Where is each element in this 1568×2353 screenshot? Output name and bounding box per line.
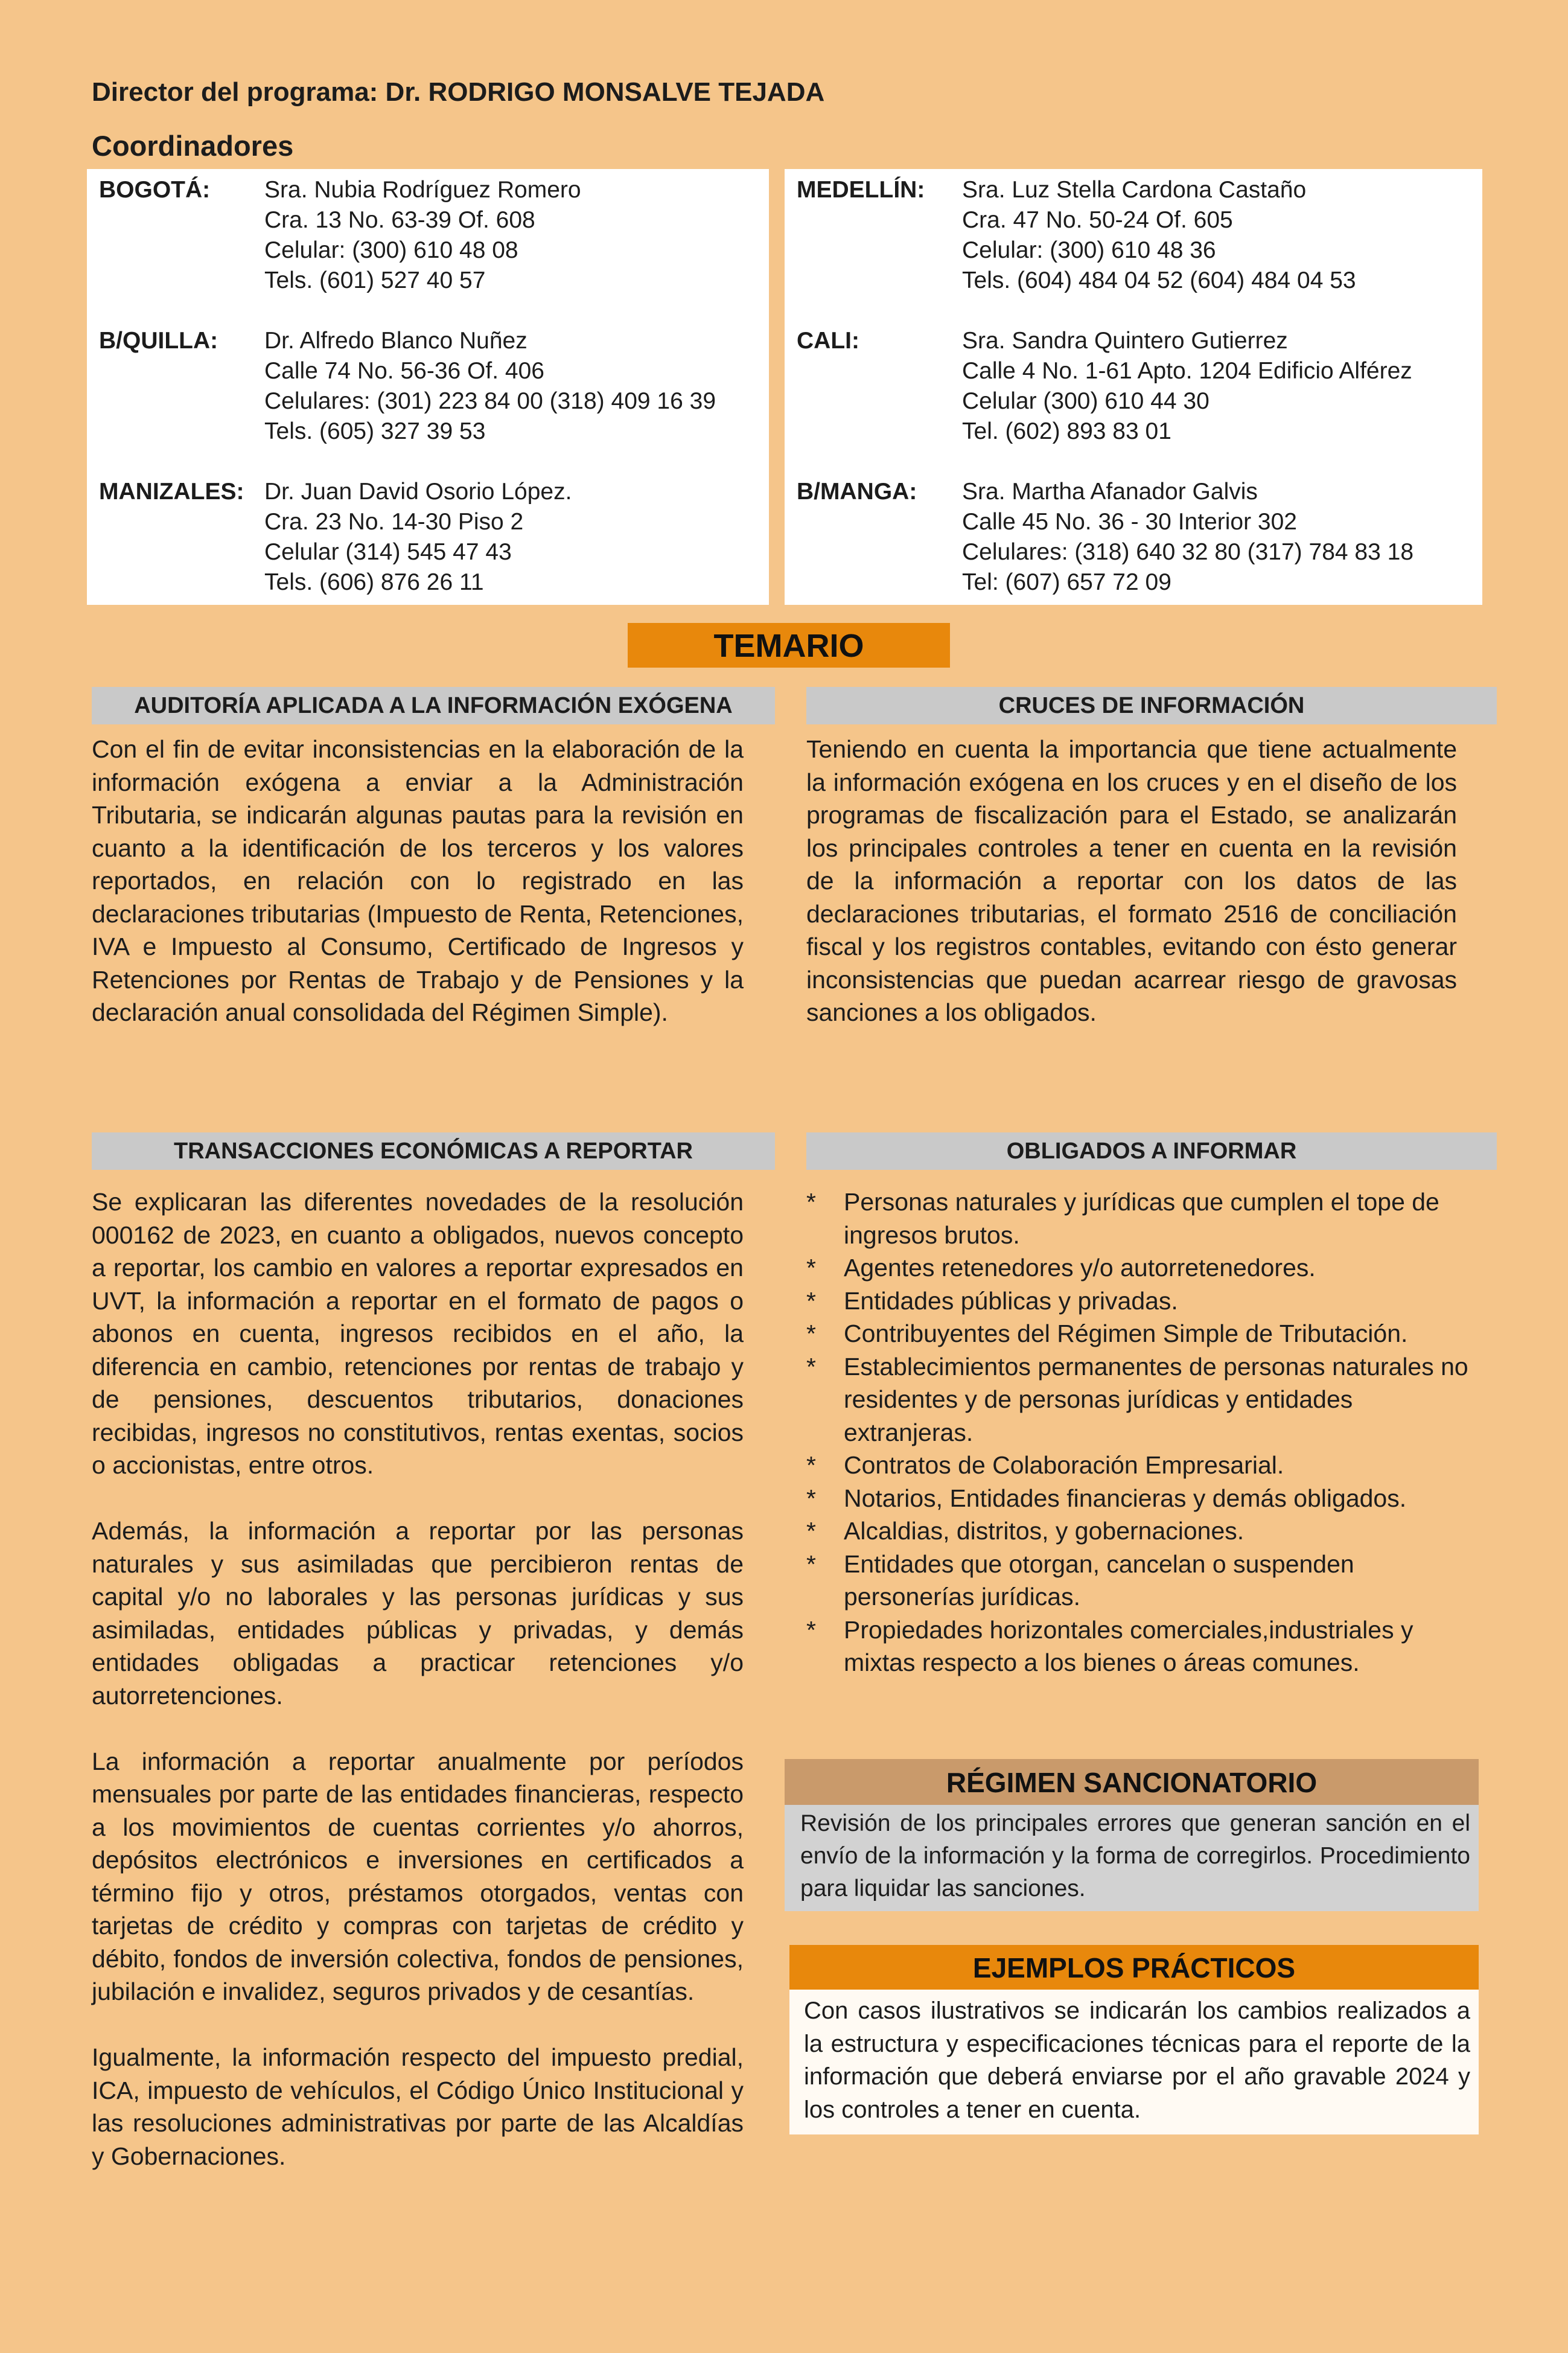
contact-line: Dr. Juan David Osorio López. bbox=[264, 479, 572, 505]
contact-cali bbox=[797, 326, 1470, 447]
cruces-heading: CRUCES DE INFORMACIÓN bbox=[806, 687, 1497, 724]
contact-line: Cra. 13 No. 63-39 Of. 608 bbox=[264, 207, 535, 233]
contact-line: Celular (300) 610 44 30 bbox=[962, 388, 1209, 414]
regimen-text: Revisión de los principales errores que generan sanción en el envío de la información y la forma de corregirlos. Procedimiento para liquidar las sanciones. bbox=[785, 1805, 1479, 1911]
contact-medellin bbox=[797, 175, 1470, 296]
contact-line: Tels. (606) 876 26 11 bbox=[264, 569, 484, 595]
list-item: * Alcaldias, distritos, y gobernaciones. bbox=[806, 1515, 1482, 1548]
contact-line: Sra. Martha Afanador Galvis bbox=[962, 479, 1258, 505]
contact-line: Cra. 47 No. 50-24 Of. 605 bbox=[962, 207, 1233, 233]
regimen-heading: RÉGIMEN SANCIONATORIO bbox=[785, 1759, 1479, 1805]
paragraph: Se explicaran las diferentes novedades de la resolución 000162 de 2023, en cuanto a obligados, nuevos concepto a reportar, los cambio en valores a reportar expresados en UVT, la información a reportar en el formato de pagos o abonos en cuenta, ingresos recibidos en el año, la diferencia en cambio, retenciones por rentas de trabajo y de pensiones, descuentos tributarios, donaciones recibidas, ingresos no constitutivos, rentas exentas, socios o accionistas, entre otros. bbox=[92, 1188, 744, 1479]
list-item: * Contratos de Colaboración Empresarial. bbox=[806, 1449, 1482, 1482]
regimen-box bbox=[785, 1759, 1479, 1911]
contact-line: Celular: (300) 610 48 08 bbox=[264, 237, 518, 263]
paragraph: Igualmente, la información respecto del impuesto predial, ICA, impuesto de vehículos, el Código Único Institucional y las resoluciones administrativas por parte de las Alcaldías y Gobernaciones. bbox=[92, 2043, 744, 2170]
contacts-left-box bbox=[87, 169, 769, 605]
contact-line: Sra. Sandra Quintero Gutierrez bbox=[962, 328, 1288, 354]
contact-bucaramanga bbox=[797, 477, 1470, 598]
list-item: * Contribuyentes del Régimen Simple de Tributación. bbox=[806, 1317, 1482, 1350]
paragraph: La información a reportar anualmente por períodos mensuales por parte de las entidades financieras, respecto a los movimientos de cuentas corrientes y/o ahorros, depósitos electrónicos e inversiones en certificados a término fijo y otros, préstamos otorgados, ventas con tarjetas de crédito y compras con tarjetas de crédito y débito, fondos de inversión colectiva, fondos de pensiones, jubilación e invalidez, seguros privados y de cesantías. bbox=[92, 1747, 744, 2005]
contact-line: Sra. Nubia Rodríguez Romero bbox=[264, 177, 581, 203]
obligados-heading: OBLIGADOS A INFORMAR bbox=[806, 1132, 1497, 1170]
contact-bogota bbox=[99, 175, 757, 296]
ejemplos-box bbox=[789, 1945, 1479, 2134]
contact-line: Tel. (602) 893 83 01 bbox=[962, 418, 1171, 444]
temario-heading: TEMARIO bbox=[628, 623, 950, 668]
paragraph: Además, la información a reportar por las personas naturales y sus asimiladas que percibieron rentas de capital y/o no laborales y las personas jurídicas y sus asimiladas, entidades públicas y privadas, y demás entidades obligadas a practicar retenciones y/o autorretenciones. bbox=[92, 1517, 744, 1710]
contact-line: Tels. (604) 484 04 52 (604) 484 04 53 bbox=[962, 267, 1356, 293]
contact-line: Calle 74 No. 56-36 Of. 406 bbox=[264, 358, 544, 384]
contact-city: B/QUILLA: bbox=[99, 328, 218, 354]
contact-line: Sra. Luz Stella Cardona Castaño bbox=[962, 177, 1307, 203]
contact-city: BOGOTÁ: bbox=[99, 177, 211, 203]
list-item: * Entidades que otorgan, cancelan o suspenden personerías jurídicas. bbox=[806, 1548, 1482, 1614]
contact-city: B/MANGA: bbox=[797, 479, 917, 505]
coordinators-heading: Coordinadores bbox=[92, 130, 294, 162]
list-item: * Entidades públicas y privadas. bbox=[806, 1285, 1482, 1318]
list-item: * Propiedades horizontales comerciales,industriales y mixtas respecto a los bienes o áreas comunes. bbox=[806, 1614, 1482, 1679]
transacciones-text bbox=[92, 1186, 744, 2173]
contact-barranquilla bbox=[99, 326, 757, 447]
obligados-list bbox=[806, 1186, 1482, 1679]
program-director: Director del programa: Dr. RODRIGO MONSALVE TEJADA bbox=[92, 77, 825, 107]
ejemplos-heading: EJEMPLOS PRÁCTICOS bbox=[789, 1945, 1479, 1990]
paragraph: Teniendo en cuenta la importancia que tiene actualmente la información exógena en los cruces y en el diseño de los programas de fiscalización para el Estado, se analizarán los principales controles a tener en cuenta en la revisión de la información a reportar con los datos de las declaraciones tributarias, el formato 2516 de conciliación fiscal y los registros contables, evitando con ésto generar inconsistencias que puedan acarrear riesgo de gravosas sanciones a los obligados. bbox=[806, 735, 1457, 1026]
ejemplos-text: Con casos ilustrativos se indicarán los cambios realizados a la estructura y especificaciones técnicas para el reporte de la información que deberá enviarse por el año gravable 2024 y los controles a tener en cuenta. bbox=[789, 1990, 1479, 2134]
contact-line: Celular: (300) 610 48 36 bbox=[962, 237, 1216, 263]
list-item: * Notarios, Entidades financieras y demás obligados. bbox=[806, 1482, 1482, 1515]
contact-line: Tels. (601) 527 40 57 bbox=[264, 267, 486, 293]
contact-line: Calle 45 No. 36 - 30 Interior 302 bbox=[962, 509, 1297, 535]
contact-line: Celulares: (318) 640 32 80 (317) 784 83 18 bbox=[962, 539, 1414, 565]
list-item: * Agentes retenedores y/o autorretenedores. bbox=[806, 1251, 1482, 1285]
paragraph: Con el fin de evitar inconsistencias en la elaboración de la información exógena a enviar a la Administración Tributaria, se indicarán algunas pautas para la revisión en cuanto a la identificación de los terceros y los valores reportados, en relación con lo registrado en las declaraciones tributarias (Impuesto de Renta, Retenciones, IVA e Impuesto al Consumo, Certificado de Ingresos y Retenciones por Rentas de Trabajo y de Pensiones y la declaración anual consolidada del Régimen Simple). bbox=[92, 735, 744, 1026]
contacts-right-box bbox=[785, 169, 1482, 605]
cruces-text bbox=[806, 733, 1457, 1029]
list-item: * Personas naturales y jurídicas que cumplen el tope de ingresos brutos. bbox=[806, 1186, 1482, 1251]
auditoria-text bbox=[92, 733, 744, 1029]
contact-city: MEDELLÍN: bbox=[797, 177, 925, 203]
contact-city: MANIZALES: bbox=[99, 479, 244, 505]
contact-line: Celular (314) 545 47 43 bbox=[264, 539, 512, 565]
transacciones-heading: TRANSACCIONES ECONÓMICAS A REPORTAR bbox=[92, 1132, 775, 1170]
contact-line: Tels. (605) 327 39 53 bbox=[264, 418, 486, 444]
list-item: * Establecimientos permanentes de personas naturales no residentes y de personas jurídicas y entidades extranjeras. bbox=[806, 1350, 1482, 1449]
contact-line: Celulares: (301) 223 84 00 (318) 409 16 39 bbox=[264, 388, 716, 414]
contact-city: CALI: bbox=[797, 328, 859, 354]
contact-line: Tel: (607) 657 72 09 bbox=[962, 569, 1171, 595]
contact-line: Dr. Alfredo Blanco Nuñez bbox=[264, 328, 527, 354]
contact-line: Calle 4 No. 1-61 Apto. 1204 Edificio Alférez bbox=[962, 358, 1412, 384]
auditoria-heading: AUDITORÍA APLICADA A LA INFORMACIÓN EXÓGENA bbox=[92, 687, 775, 724]
contact-line: Cra. 23 No. 14-30 Piso 2 bbox=[264, 509, 524, 535]
contact-manizales bbox=[99, 477, 757, 598]
